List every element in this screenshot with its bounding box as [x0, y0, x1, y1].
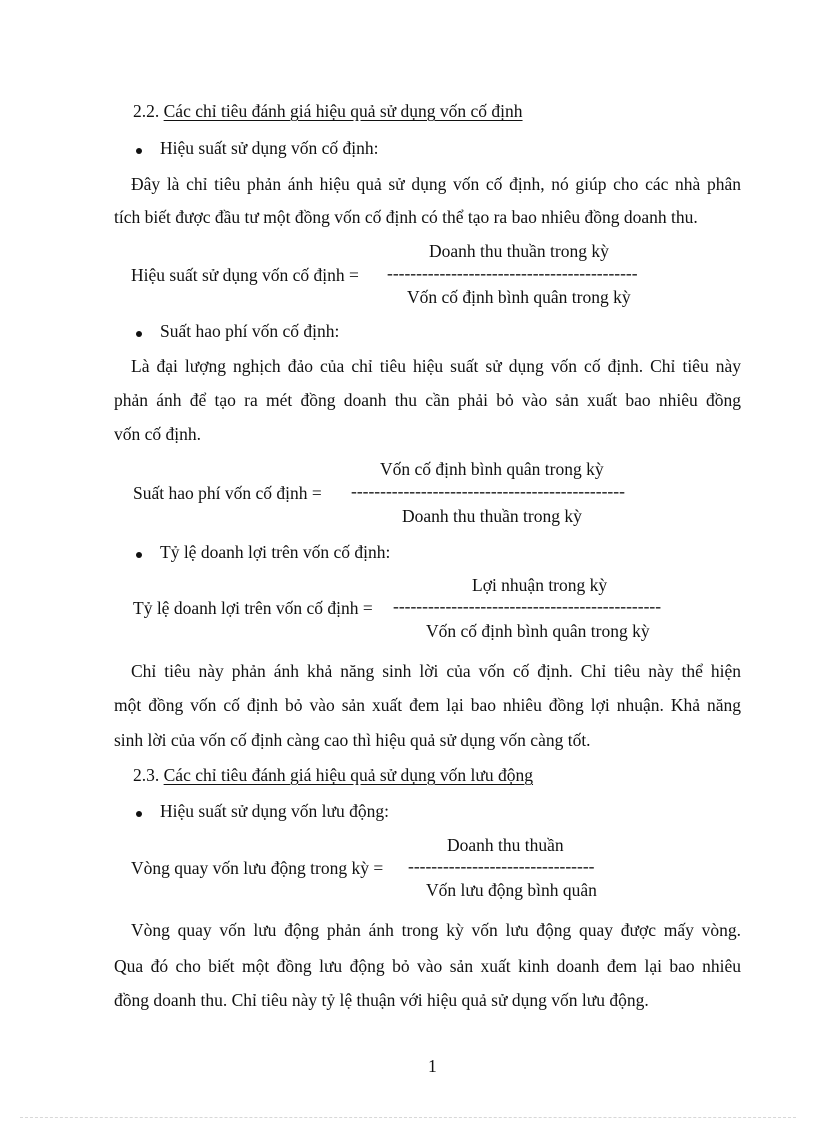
- bullet-label-fixed-capital-efficiency: Hiệu suất sử dụng vốn cố định:: [160, 138, 379, 158]
- page-number: 1: [428, 1056, 437, 1076]
- paragraph-line: một đồng vốn cố định bỏ vào sản xuất đem lại bao nhiêu đồng lợi nhuận. Khả năng: [114, 695, 741, 715]
- bullet-icon: [136, 552, 142, 558]
- formula-dashes: --------------------------------: [408, 856, 595, 876]
- paragraph-line: Chỉ tiêu này phản ánh khả năng sinh lời của vốn cố định. Chỉ tiêu này thể hiện: [131, 661, 741, 681]
- bullet-icon: [136, 148, 142, 154]
- paragraph-line: vốn cố định.: [114, 424, 202, 444]
- paragraph-line: Là đại lượng nghịch đảo của chỉ tiêu hiệu suất sử dụng vốn cố định. Chỉ tiêu này: [131, 356, 741, 376]
- section-2-3-heading: [133, 765, 533, 786]
- formula-lhs: Hiệu suất sử dụng vốn cố định =: [131, 265, 359, 285]
- section-2-3-number: 2.3.: [133, 765, 160, 785]
- section-2-2-heading: [133, 101, 523, 122]
- formula-dashes: ----------------------------------------------: [393, 596, 662, 616]
- bullet-label-working-capital-efficiency: Hiệu suất sử dụng vốn lưu động:: [160, 801, 389, 821]
- section-2-3-title: Các chỉ tiêu đánh giá hiệu quả sử dụng vốn lưu động: [163, 765, 534, 785]
- paragraph-line: tích biết được đầu tư một đồng vốn cố định có thể tạo ra bao nhiêu đồng doanh thu.: [114, 207, 698, 227]
- paragraph-line: Đây là chỉ tiêu phản ánh hiệu quả sử dụng vốn cố định, nó giúp cho các nhà phân: [131, 174, 741, 194]
- formula-numerator: Vốn cố định bình quân trong kỳ: [380, 459, 604, 479]
- formula-lhs: Suất hao phí vốn cố định =: [133, 483, 322, 503]
- formula-numerator: Doanh thu thuần: [447, 835, 564, 855]
- bullet-icon: [136, 811, 142, 817]
- formula-denominator: Vốn lưu động bình quân: [426, 880, 597, 900]
- bullet-label-fixed-capital-profit-ratio: Tỷ lệ doanh lợi trên vốn cố định:: [160, 542, 391, 562]
- bullet-label-fixed-capital-cost-rate: Suất hao phí vốn cố định:: [160, 321, 340, 341]
- formula-denominator: Vốn cố định bình quân trong kỳ: [426, 621, 650, 641]
- paragraph-line: đồng doanh thu. Chỉ tiêu này tỷ lệ thuận với hiệu quả sử dụng vốn lưu động.: [114, 990, 649, 1010]
- paragraph-line: sinh lời của vốn cố định càng cao thì hiệu quả sử dụng vốn càng tốt.: [114, 730, 591, 750]
- page-edge-divider: [20, 1117, 796, 1118]
- formula-denominator: Doanh thu thuần trong kỳ: [402, 506, 582, 526]
- formula-numerator: Lợi nhuận trong kỳ: [472, 575, 608, 595]
- formula-denominator: Vốn cố định bình quân trong kỳ: [407, 287, 631, 307]
- formula-numerator: Doanh thu thuần trong kỳ: [429, 241, 609, 261]
- paragraph-line: phản ánh để tạo ra mét đồng doanh thu cần phải bỏ vào sản xuất bao nhiêu đồng: [114, 390, 741, 410]
- formula-lhs: Tỷ lệ doanh lợi trên vốn cố định =: [133, 598, 373, 618]
- formula-dashes: -----------------------------------------------: [351, 481, 625, 501]
- paragraph-line: Qua đó cho biết một đồng lưu động bỏ vào sản xuất kinh doanh đem lại bao nhiêu: [114, 956, 741, 976]
- paragraph-line: Vòng quay vốn lưu động phản ánh trong kỳ vốn lưu động quay được mấy vòng.: [131, 920, 741, 940]
- formula-dashes: -------------------------------------------: [387, 263, 638, 283]
- section-2-2-number: 2.2.: [133, 101, 160, 121]
- formula-lhs: Vòng quay vốn lưu động trong kỳ =: [131, 858, 384, 878]
- section-2-2-title: Các chỉ tiêu đánh giá hiệu quả sử dụng vốn cố định: [163, 101, 523, 121]
- bullet-icon: [136, 331, 142, 337]
